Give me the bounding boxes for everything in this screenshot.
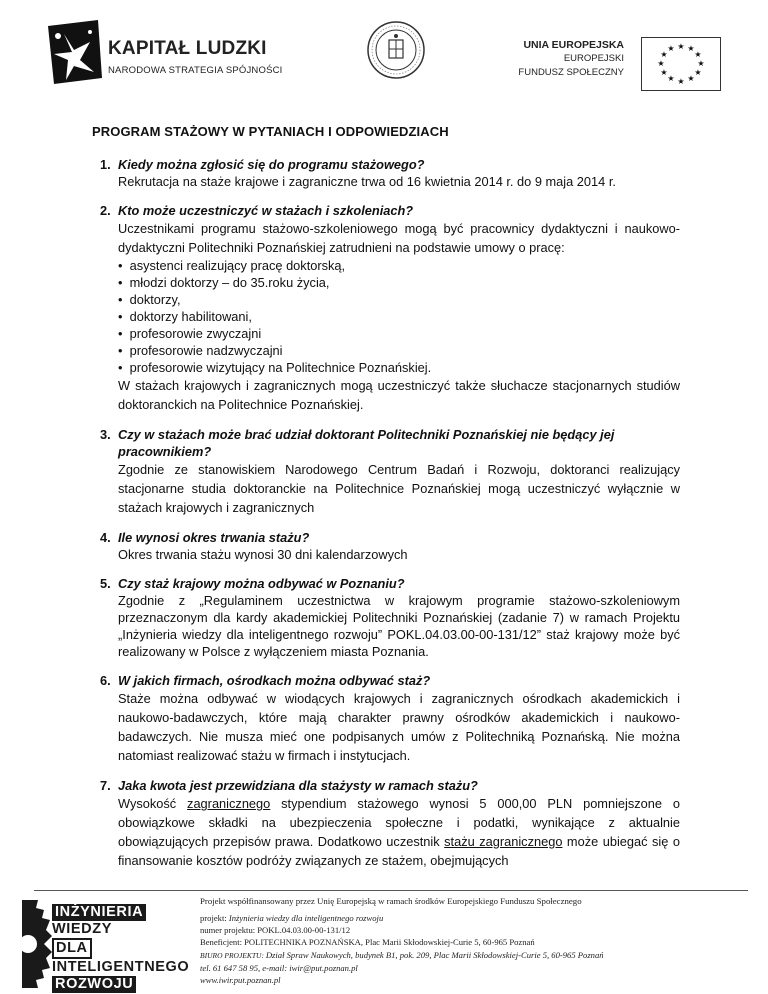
underlined-term: stażu zagranicznego <box>444 834 563 849</box>
qa-item-4 <box>100 529 680 563</box>
svg-text:★: ★ <box>697 59 705 68</box>
question: Czy w stażach może brać udział doktorant Politechniki Poznańskiej nie będący jej pracownikiem? <box>118 427 615 459</box>
svg-text:★: ★ <box>677 42 685 51</box>
qa-item-1 <box>100 156 680 190</box>
eu-line-3: FUNDUSZ SPOŁECZNY <box>518 67 624 78</box>
item-number: 2. <box>100 203 111 218</box>
question: Kto może uczestniczyć w stażach i szkoleniach? <box>118 203 414 218</box>
svg-text:★: ★ <box>667 44 675 53</box>
svg-text:★: ★ <box>660 68 668 77</box>
eu-label <box>518 38 624 80</box>
svg-text:★: ★ <box>687 44 695 53</box>
item-number: 7. <box>100 778 111 793</box>
kapital-ludzki-subtitle: NARODOWA STRATEGIA SPÓJNOŚCI <box>108 65 283 76</box>
answer: Zgodnie z „Regulaminem uczestnictwa w krajowym programie stażowo-szkoleniowym przeznaczonym dla kardy akademickiej Politechniki Poznańskiej (zadanie 7) w ramach Projektu „Inżynieria wiedzy dla inteligentnego rozwoju” POKL.04.03.00-00-131/12” staż krajowy może być realizowany w Polsce z wyłączeniem miasta Poznania. <box>118 593 680 659</box>
footer-website: www.iwir.put.poznan.pl <box>200 975 281 986</box>
qa-item-5 <box>100 575 680 660</box>
footer-contact: tel. 61 647 58 95, e-mail: iwir@put.poznan.pl <box>200 962 358 973</box>
qa-list <box>0 156 768 882</box>
item-number: 3. <box>100 427 111 442</box>
svg-text:★: ★ <box>687 74 695 83</box>
question: W jakich firmach, ośrodkach można odbywać staż? <box>118 673 431 688</box>
footer-divider <box>34 890 748 891</box>
qa-item-2 <box>100 202 680 414</box>
kapital-ludzki-title: KAPITAŁ LUDZKI <box>108 38 267 59</box>
document-title: PROGRAM STAŻOWY W PYTANIACH I ODPOWIEDZIACH <box>92 124 449 139</box>
svg-text:★: ★ <box>677 77 685 86</box>
kapital-ludzki-logo <box>44 20 304 90</box>
iwir-logo-text: INŻYNIERIA WIEDZY DLA INTELIGENTNEGO ROZWOJU <box>52 904 190 992</box>
iwir-logo <box>22 900 194 992</box>
svg-text:★: ★ <box>657 59 665 68</box>
question: Jaka kwota jest przewidziana dla stażysty w ramach stażu? <box>118 778 478 793</box>
university-seal-icon <box>366 20 426 80</box>
svg-text:★: ★ <box>660 50 668 59</box>
question: Ile wynosi okres trwania stażu? <box>118 530 310 545</box>
list-item: • asystenci realizujący pracę doktorską, <box>118 258 346 273</box>
eu-flag-icon <box>641 37 721 91</box>
list-item: • profesorowie wizytujący na Politechnice Poznańskiej. <box>118 360 432 375</box>
footer-project-name: projekt: Inżynieria wiedzy dla inteligentnego rozwoju <box>200 913 384 923</box>
item-number: 4. <box>100 530 111 545</box>
question: Czy staż krajowy można odbywać w Poznaniu? <box>118 576 405 591</box>
qa-item-6 <box>100 672 680 765</box>
svg-text:★: ★ <box>667 74 675 83</box>
footer-cofinancing-note: Projekt współfinansowany przez Unię Europejską w ramach środków Europejskiego Funduszu Społecznego <box>200 896 582 906</box>
footer-project-office: BIURO PROJEKTU: Dział Spraw Naukowych, budynek B1, pok. 209, Plac Marii Skłodowskiej-Curie 5, 60-965 Poznań <box>200 949 604 960</box>
list-item: • doktorzy habilitowani, <box>118 309 252 324</box>
underlined-term: zagranicznego <box>187 796 271 811</box>
question: Kiedy można zgłosić się do programu stażowego? <box>118 157 425 172</box>
kapital-ludzki-emblem-icon <box>44 20 104 86</box>
answer: Okres trwania stażu wynosi 30 dni kalendarzowych <box>118 547 408 562</box>
list-item: • młodzi doktorzy – do 35.roku życia, <box>118 275 330 290</box>
eu-line-2: EUROPEJSKI <box>563 53 624 64</box>
answer: Rekrutacja na staże krajowe i zagraniczne trwa od 16 kwietnia 2014 r. do 9 maja 2014 r. <box>118 174 616 189</box>
answer: Staże można odbywać w wiodących krajowych i zagranicznych ośrodkach akademickich i naukowo-badawczych, które mają charakter prawny ośrodków akademickich i naukowo-badawczych. Nie musza mieć one podpisanych umów z Politechniką Poznańską. Nie można natomiast realizować stażu w firmach i instytucjach. <box>118 691 680 763</box>
footer-project-info <box>200 912 604 986</box>
eu-line-1: UNIA EUROPEJSKA <box>523 39 624 51</box>
footer-beneficiary: Beneficjent: POLITECHNIKA POZNAŃSKA, Plac Marii Skłodowskiej-Curie 5, 60-965 Poznań <box>200 937 535 948</box>
list-item: • profesorowie nadzwyczajni <box>118 343 283 358</box>
svg-text:★: ★ <box>694 68 702 77</box>
qa-item-3 <box>100 426 680 517</box>
answer: Uczestnikami programu stażowo-szkoleniowego mogą być pracownicy dydaktyczni i naukowo-dydaktyczni Politechniki Poznańskiej zatrudnieni na podstawie umowy o pracę: <box>118 221 680 255</box>
footer-project-number: numer projektu: POKL.04.03.00-00-131/12 <box>200 925 351 936</box>
answer: Zgodnie ze stanowiskiem Narodowego Centrum Badań i Rozwoju, doktoranci realizujący stacjonarne studia doktoranckie na Politechnice Poznańskiej mogą uczestniczyć wyłącznie w stażach krajowych i zagranicznych <box>118 462 680 515</box>
qa-item-7 <box>100 777 680 870</box>
answer: Wysokość zagranicznego stypendium stażowego wynosi 5 000,00 PLN pomniejszone o obowiązkowe składki na ubezpieczenia społeczne i podatki, wynikające z aktualnie obowiązujących przepisów prawa. Dodatkowo uczestnik stażu zagranicznego może ubiegać się o finansowanie kosztów podróży związanych ze stażem, obejmujących <box>118 796 680 868</box>
item-number: 6. <box>100 673 111 688</box>
item-number: 5. <box>100 576 111 591</box>
list-item: • profesorowie zwyczajni <box>118 326 262 341</box>
svg-text:★: ★ <box>694 50 702 59</box>
item-number: 1. <box>100 157 111 172</box>
list-item: • doktorzy, <box>118 292 181 307</box>
answer-continued: W stażach krajowych i zagranicznych mogą uczestniczyć także słuchacze stacjonarnych studiów doktoranckich na Politechnice Poznańskiej. <box>118 378 680 412</box>
